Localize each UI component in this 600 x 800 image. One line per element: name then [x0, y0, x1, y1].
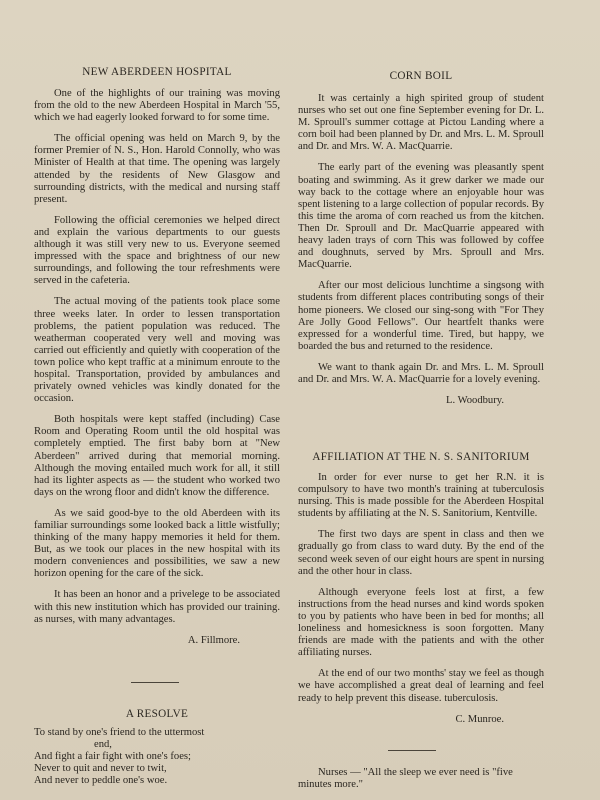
poem-line: And fight a fair fight with one's foes;	[34, 751, 191, 763]
sanitorium-article	[298, 472, 544, 726]
poem-line: And never to peddle one's woe.	[34, 775, 168, 787]
sanitorium-paragraph: Although everyone feels lost at first, a few instructions from the head nurses and kind words spoken to you by patients who have been in bed for months; all loneliness and homesickness is soon forgotten. Many friends are made with the patients and with the other affiliating nurses.	[298, 586, 544, 659]
sanitorium-paragraph: At the end of our two months' stay we feel as though we have accomplished a great deal of learning and feel ready to help prevent this disease. tuberculosis.	[298, 668, 544, 704]
cornboil-article	[298, 93, 544, 407]
hospital-paragraph: One of the highlights of our training was moving from the old to the new Aberdeen Hospital in March '55, which we had eagerly looked forward to for some time.	[34, 88, 280, 124]
divider	[131, 682, 179, 683]
hospital-paragraph: It has been an honor and a privelege to be associated with this new institution which has provided our training. as nurses, with many advantages.	[34, 589, 280, 625]
poem-line: Never to quit and never to twit,	[34, 763, 167, 775]
resolve-title: A RESOLVE	[125, 708, 189, 720]
hospital-paragraph: As we said good-bye to the old Aberdeen with its familiar surroundings some looked back a little wistfully; thinking of the many happy memories it held for them. But, as we took our places in the new hospital with its modern conveniences and possibilities, we saw a new horizon opening for the care of the sick.	[34, 507, 280, 580]
sanitorium-title: AFFILIATION AT THE N. S. SANITORIUM	[312, 451, 530, 463]
hospital-signature: A. Fillmore.	[187, 634, 240, 646]
cornboil-paragraph: It was certainly a high spirited group of student nurses who set out one fine September evening for Dr. L. M. Sproull's summer cottage at Pictou Landing where a corn boil had been planned by Dr. and Mrs. L. M. Sproull and Dr. and Mrs. W. A. MacQuarrie.	[298, 93, 544, 153]
resolve-poem	[34, 727, 280, 787]
sanitorium-paragraph: In order for ever nurse to get her R.N. it is compulsory to have two month's training at tuberculosis nursing. This is made possible for the Aberdeen Hospital students by affiliating at the N. S. Sanitorium, Kentville.	[298, 472, 544, 520]
closing-quote: Nurses — "All the sleep we ever need is "five minutes more."	[298, 767, 513, 791]
hospital-title: NEW ABERDEEN HOSPITAL	[82, 66, 232, 78]
cornboil-paragraph: The early part of the evening was pleasantly spent boating and swimming. As it grew darker we made our way back to the cottage where an enjoyable hour was spent listening to a large collection of popular records. By this time the aroma of corn reached us from the kitchen. Then Dr. Sproull and Dr. MacQuarrie appeared with heavy laden trays of corn This was followed by coffee and doughnuts, served by Mrs. Sproull and Mrs. MacQuarrie.	[298, 162, 544, 271]
poem-line: To stand by one's friend to the uttermost	[34, 727, 205, 738]
cornboil-paragraph: We want to thank again Dr. and Mrs. L. M. Sproull and Dr. and Mrs. W. A. MacQuarrie for a lovely evening.	[298, 361, 544, 385]
hospital-paragraph: Following the official ceremonies we helped direct and explain the various departments to our guests although it was still very new to us. Everyone seemed impressed with the space and brightness of our new surroundings, and following the tour refreshments were served in the cafeteria.	[34, 214, 280, 287]
cornboil-paragraph: After our most delicious lunchtime a singsong with students from different places contributing songs of their home pioneers. We closed our sing-song with "For They Are Jolly Good Fellows". Our heartfelt thanks were expressed for a wonderful time. Tired, but happy, we boarded the bus and returned to the residence.	[298, 280, 544, 352]
sanitorium-paragraph: The first two days are spent in class and then we gradually go from class to ward duty. By the end of the second week seven of our eight hours are spent in nursing and the other hour in class.	[298, 529, 544, 577]
cornboil-signature: L. Woodbury.	[446, 395, 504, 407]
hospital-paragraph: The official opening was held on March 9, by the former Premier of N. S., Hon. Harold Connolly, who was Minister of Health at that time. The opening was largely attended by the residents of New Glasgow and surrounding districts, with the medical and nursing staff present.	[34, 133, 280, 205]
sanitorium-signature: C. Munroe.	[455, 713, 504, 725]
hospital-article	[34, 88, 280, 647]
hospital-paragraph: The actual moving of the patients took place some three weeks later. In order to lessen transportation problems, the patient population was reduced. The weatherman cooperated very well and moving was carried out efficiently and quietly with cooperation of the town police who kept traffic at a minimum enroute to the hospital. Transportation, provided by ambulances and privately owned vehicles was kindly donated for the occasion.	[34, 296, 280, 405]
poem-line: end,	[94, 739, 112, 751]
hospital-paragraph: Both hospitals were kept staffed (including) Case Room and Operating Room until the old hospital was completely emptied. The first baby born at "New Aberdeen" arrived during that memorial morning. Although the moving entailed much work for all, it still had its lighter aspects as — the student who worked two days on the wrong floor and didn't know the difference.	[34, 414, 280, 498]
divider	[388, 750, 436, 751]
cornboil-title: CORN BOIL	[389, 70, 453, 82]
